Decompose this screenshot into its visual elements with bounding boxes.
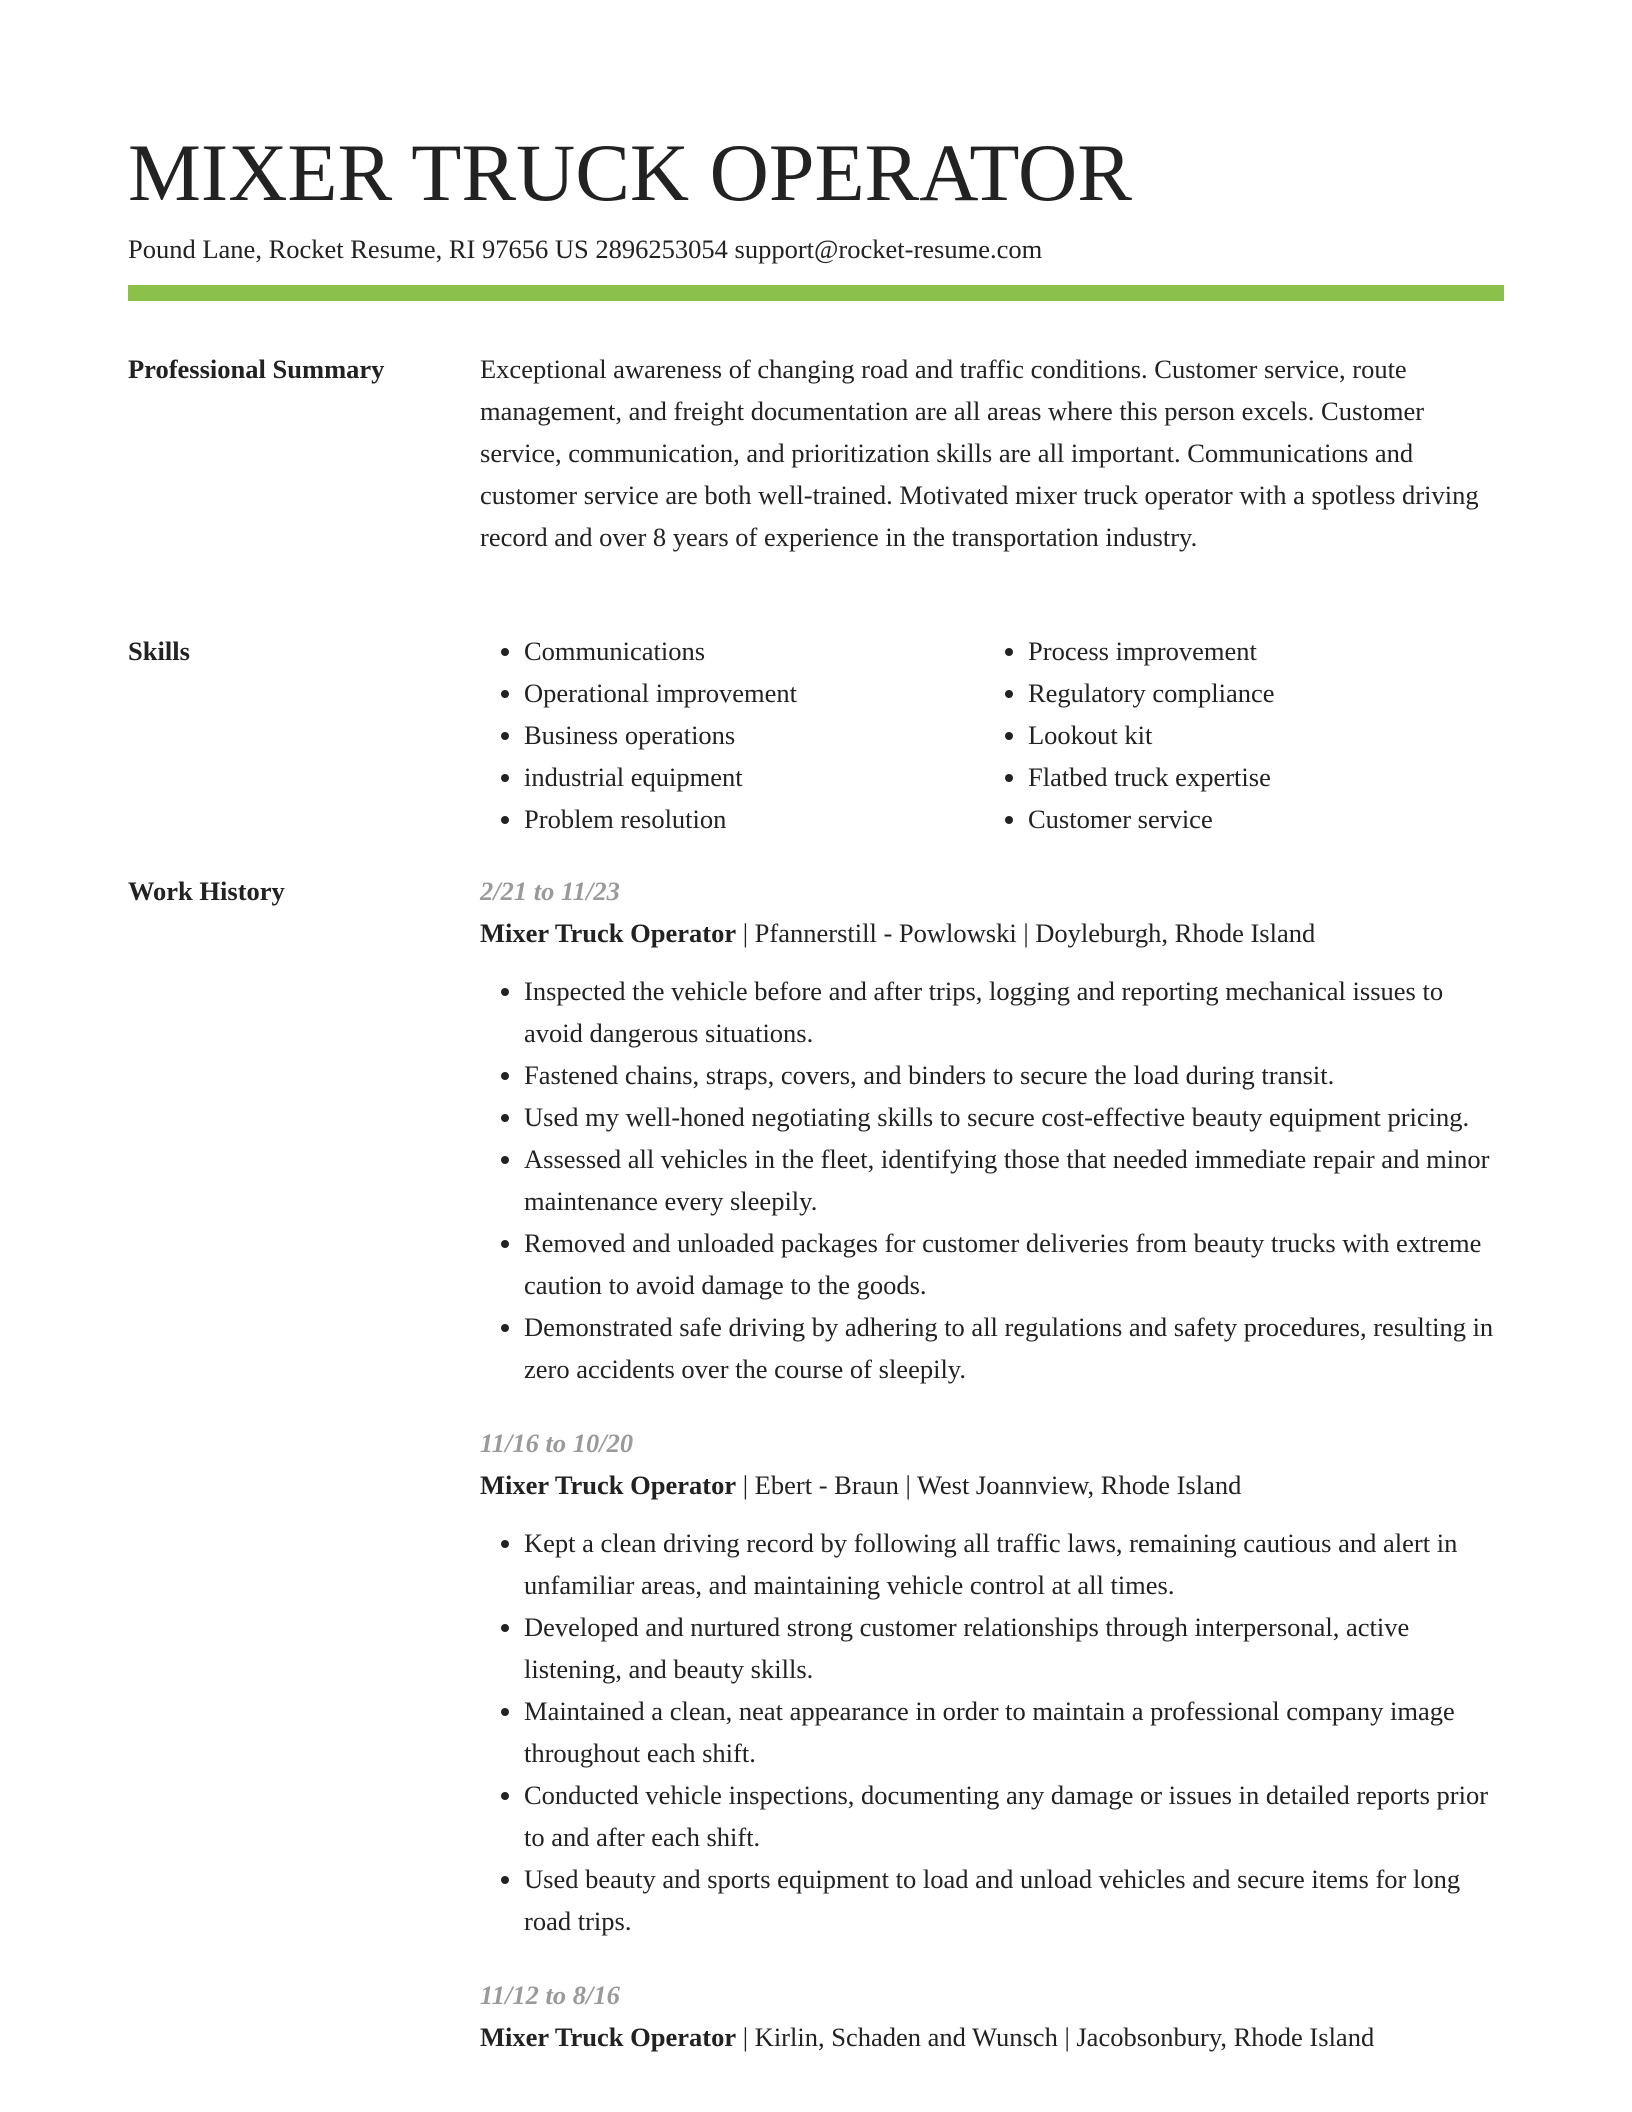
- summary-text: Exceptional awareness of changing road and traffic conditions. Customer service, route management, and freight documentation are all areas where this person excels. Customer service, communication, and prioritization skills are all important. Communications and customer service are both well-trained. Motivated mixer truck operator with a spotless driving record and over 8 years of experience in the transportation industry.: [480, 354, 1479, 552]
- job-dates: 2/21 to 11/23: [480, 876, 620, 906]
- job-bullet: • Maintained a clean, neat appearance in order to maintain a professional company image throughout each shift.: [524, 1690, 1504, 1774]
- job-details: | Kirlin, Schaden and Wunsch | Jacobsonbury, Rhode Island: [736, 2022, 1375, 2052]
- job-entry: [480, 1422, 1504, 1942]
- skill-item: • Customer service: [1028, 798, 1488, 840]
- job-bullet: • Removed and unloaded packages for customer deliveries from beauty trucks with extreme caution to avoid damage to the goods.: [524, 1222, 1504, 1306]
- job-entry: [480, 870, 1504, 1390]
- skills-list-left: [480, 630, 984, 840]
- job-details: | Pfannerstill - Powlowski | Doyleburgh, Rhode Island: [736, 918, 1316, 948]
- job-bullet: • Inspected the vehicle before and after trips, logging and reporting mechanical issues to avoid dangerous situations.: [524, 970, 1504, 1054]
- job-bullet: • Demonstrated safe driving by adhering to all regulations and safety procedures, resulting in zero accidents over the course of sleepily.: [524, 1306, 1504, 1390]
- skills-body: [480, 630, 1504, 840]
- job-title: Mixer Truck Operator: [480, 2022, 737, 2052]
- job-title: Mixer Truck Operator: [480, 1470, 737, 1500]
- skill-item: • Lookout kit: [1028, 714, 1488, 756]
- job-bullets: [480, 1522, 1504, 1942]
- work-history-heading: Work History: [128, 876, 285, 906]
- skill-item: • Operational improvement: [524, 672, 984, 714]
- skill-item: • Flatbed truck expertise: [1028, 756, 1488, 798]
- job-header: [480, 2016, 1504, 2058]
- job-entry: [480, 1974, 1504, 2058]
- job-bullet: • Kept a clean driving record by following all traffic laws, remaining cautious and alert in unfamiliar areas, and maintaining vehicle control at all times.: [524, 1522, 1504, 1606]
- contact-info: Pound Lane, Rocket Resume, RI 97656 US 2896253054 support@rocket-resume.com: [128, 234, 1043, 264]
- job-title: Mixer Truck Operator: [480, 918, 737, 948]
- job-bullet: • Developed and nurtured strong customer relationships through interpersonal, active listening, and beauty skills.: [524, 1606, 1504, 1690]
- job-bullet: • Conducted vehicle inspections, documenting any damage or issues in detailed reports prior to and after each shift.: [524, 1774, 1504, 1858]
- job-bullet: • Used beauty and sports equipment to load and unload vehicles and secure items for long road trips.: [524, 1858, 1504, 1942]
- work-history-body: [480, 870, 1504, 2058]
- job-header: [480, 912, 1504, 954]
- skill-item: • Problem resolution: [524, 798, 984, 840]
- job-dates: 11/16 to 10/20: [480, 1428, 634, 1458]
- job-bullets: [480, 970, 1504, 1390]
- job-bullet: • Assessed all vehicles in the fleet, identifying those that needed immediate repair and minor maintenance every sleepily.: [524, 1138, 1504, 1222]
- header-divider: [128, 285, 1504, 301]
- job-dates: 11/12 to 8/16: [480, 1980, 620, 2010]
- job-bullet: • Fastened chains, straps, covers, and binders to secure the load during transit.: [524, 1054, 1504, 1096]
- summary-body: [480, 348, 1504, 558]
- skill-item: • Process improvement: [1028, 630, 1488, 672]
- skill-item: • Communications: [524, 630, 984, 672]
- skill-item: • Regulatory compliance: [1028, 672, 1488, 714]
- skills-list-right: [984, 630, 1488, 840]
- summary-heading: Professional Summary: [128, 354, 385, 384]
- skill-item: • Business operations: [524, 714, 984, 756]
- skills-grid: [480, 630, 1504, 840]
- job-header: [480, 1464, 1504, 1506]
- skills-heading: Skills: [128, 636, 190, 666]
- resume-name: MIXER TRUCK OPERATOR: [128, 127, 1132, 218]
- skill-item: • industrial equipment: [524, 756, 984, 798]
- job-details: | Ebert - Braun | West Joannview, Rhode Island: [736, 1470, 1242, 1500]
- job-bullet: • Used my well-honed negotiating skills to secure cost-effective beauty equipment pricing.: [524, 1096, 1504, 1138]
